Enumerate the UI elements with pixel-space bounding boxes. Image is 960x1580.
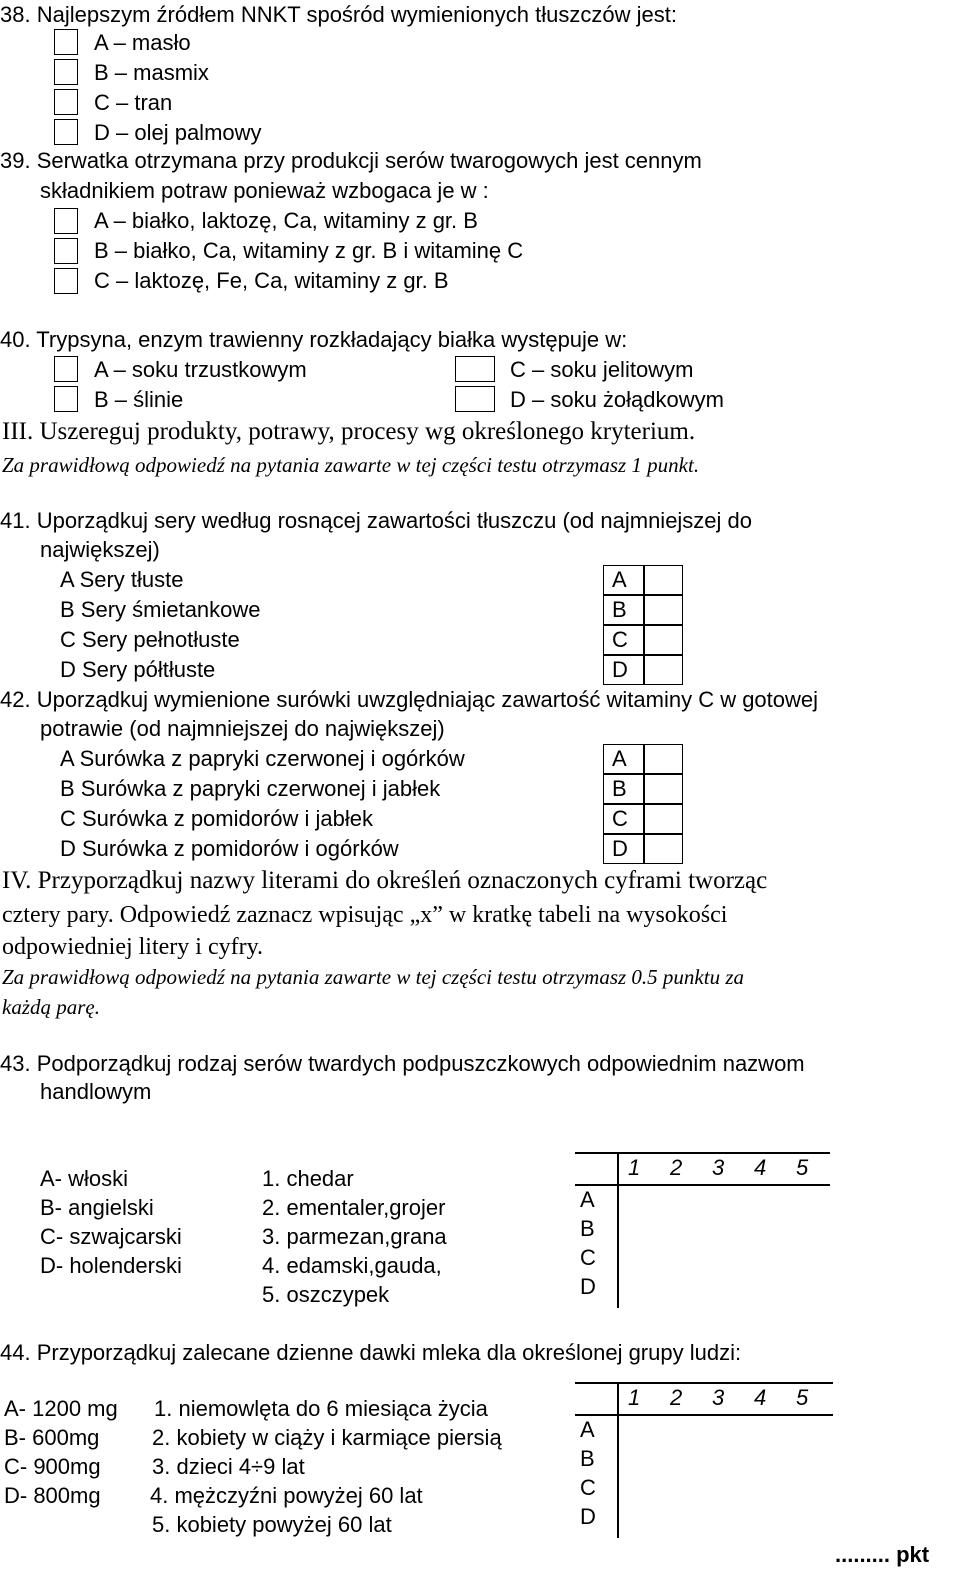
section-iv-line1: IV. Przyporządkuj nazwy literami do określeń oznaczonych cyframi tworząc <box>2 867 768 894</box>
q44-right-2: 2. kobiety w ciąży i karmiące piersią <box>152 1425 502 1450</box>
q38-title: 38. Najlepszym źródłem NNKT spośród wymienionych tłuszczów jest: <box>0 2 677 27</box>
q38-checkbox-a[interactable] <box>54 29 78 55</box>
q42-letter-c: C <box>612 806 628 831</box>
q39-option-c: C – laktozę, Fe, Ca, witaminy z gr. B <box>94 268 449 293</box>
q44-row-d: D <box>580 1504 596 1529</box>
q43-col-3: 3 <box>712 1155 725 1180</box>
q43-left-b: B- angielski <box>40 1195 154 1220</box>
q41-letter-c: C <box>612 627 628 652</box>
q44-col-1: 1 <box>628 1385 641 1410</box>
q38-checkbox-d[interactable] <box>54 119 78 145</box>
q39-checkbox-b[interactable] <box>54 238 78 264</box>
q43-left-d: D- holenderski <box>40 1253 182 1278</box>
q44-right-4: 4. mężczyźni powyżej 60 lat <box>150 1483 423 1508</box>
section-iv-note1: Za prawidłową odpowiedź na pytania zawarte w tej części testu otrzymasz 0.5 punktu za <box>2 965 745 989</box>
q40-option-b: B – ślinie <box>94 387 184 412</box>
q40-title: 40. Trypsyna, enzym trawienny rozkładający białka występuje w: <box>0 327 628 352</box>
q44-row-a: A <box>580 1417 595 1442</box>
q43-row-b: B <box>580 1216 595 1241</box>
q44-col-5: 5 <box>796 1385 809 1410</box>
q43-col-1: 1 <box>628 1155 641 1180</box>
q43-title-cont: handlowym <box>40 1079 152 1104</box>
q43-col-4: 4 <box>754 1155 767 1180</box>
section-iv-note2: każdą parę. <box>2 995 100 1019</box>
q44-left-c: C- 900mg <box>4 1454 101 1479</box>
q42-item-c: C Surówka z pomidorów i jabłek <box>60 806 374 831</box>
q44-right-5: 5. kobiety powyżej 60 lat <box>152 1512 392 1537</box>
q40-checkbox-a[interactable] <box>54 356 78 382</box>
q44-left-b: B- 600mg <box>4 1425 100 1450</box>
q42-answer-box-a[interactable] <box>603 744 683 774</box>
q42-letter-b: B <box>612 776 627 801</box>
q38-option-c: C – tran <box>94 90 173 115</box>
q43-right-5: 5. oszczypek <box>262 1282 390 1307</box>
q39-option-a: A – białko, laktozę, Ca, witaminy z gr. B <box>94 208 478 233</box>
q42-title: 42. Uporządkuj wymienione surówki uwzględniając zawartość witaminy C w gotowej <box>0 687 819 712</box>
q41-letter-b: B <box>612 597 627 622</box>
section-iv-line2: cztery pary. Odpowiedź zaznacz wpisując „x” w kratkę tabeli na wysokości <box>2 902 728 928</box>
q43-row-c: C <box>580 1245 596 1270</box>
q42-answer-box-b[interactable] <box>603 774 683 804</box>
q41-title-cont: największej) <box>40 537 160 562</box>
section-iii-note: Za prawidłową odpowiedź na pytania zawarte w tej części testu otrzymasz 1 punkt. <box>2 453 700 477</box>
q42-letter-d: D <box>612 836 628 861</box>
q44-col-2: 2 <box>670 1385 683 1410</box>
q38-checkbox-b[interactable] <box>54 59 78 85</box>
q43-right-2: 2. ementaler,grojer <box>262 1195 446 1220</box>
q42-answer-box-c[interactable] <box>603 804 683 834</box>
q38-checkbox-c[interactable] <box>54 89 78 115</box>
q40-checkbox-d[interactable] <box>455 386 495 412</box>
points-field: ......... pkt <box>835 1542 930 1567</box>
q41-answer-box-c[interactable] <box>603 625 683 655</box>
q43-col-2: 2 <box>670 1155 683 1180</box>
q44-right-1: 1. niemowlęta do 6 miesiąca życia <box>154 1396 488 1421</box>
q43-title: 43. Podporządkuj rodzaj serów twardych podpuszczkowych odpowiednim nazwom <box>0 1051 805 1076</box>
q42-item-a: A Surówka z papryki czerwonej i ogórków <box>60 746 465 771</box>
q44-row-b: B <box>580 1446 595 1471</box>
q40-option-c: C – soku jelitowym <box>510 357 694 382</box>
q40-option-a: A – soku trzustkowym <box>94 357 307 382</box>
q41-item-b: B Sery śmietankowe <box>60 597 261 622</box>
q44-row-c: C <box>580 1475 596 1500</box>
q40-checkbox-b[interactable] <box>54 386 78 412</box>
q41-letter-a: A <box>612 567 627 592</box>
q42-title-cont: potrawie (od najmniejszej do największej) <box>40 716 445 741</box>
q41-answer-box-d[interactable] <box>603 655 683 685</box>
q44-right-3: 3. dzieci 4÷9 lat <box>152 1454 305 1479</box>
q43-answer-grid[interactable] <box>575 1150 830 1310</box>
q42-item-d: D Surówka z pomidorów i ogórków <box>60 836 399 861</box>
q43-row-a: A <box>580 1187 595 1212</box>
q39-title: 39. Serwatka otrzymana przy produkcji serów twarogowych jest cennym <box>0 148 702 173</box>
q43-left-c: C- szwajcarski <box>40 1224 182 1249</box>
q44-col-4: 4 <box>754 1385 767 1410</box>
q41-item-d: D Sery półtłuste <box>60 657 216 682</box>
q43-right-1: 1. chedar <box>262 1166 354 1191</box>
q40-checkbox-c[interactable] <box>455 356 495 382</box>
q42-answer-box-d[interactable] <box>603 834 683 864</box>
q40-option-d: D – soku żołądkowym <box>510 387 724 412</box>
q43-col-5: 5 <box>796 1155 809 1180</box>
q41-answer-box-b[interactable] <box>603 595 683 625</box>
q44-answer-grid[interactable] <box>575 1380 833 1540</box>
q39-option-b: B – białko, Ca, witaminy z gr. B i witaminę C <box>94 238 524 263</box>
q44-col-3: 3 <box>712 1385 725 1410</box>
q39-title-cont: składnikiem potraw ponieważ wzbogaca je w : <box>40 178 489 203</box>
q41-title: 41. Uporządkuj sery według rosnącej zawartości tłuszczu (od najmniejszej do <box>0 508 753 533</box>
q41-item-c: C Sery pełnotłuste <box>60 627 240 652</box>
q41-item-a: A Sery tłuste <box>60 567 184 592</box>
q42-item-b: B Surówka z papryki czerwonej i jabłek <box>60 776 441 801</box>
q43-left-a: A- włoski <box>40 1166 129 1191</box>
q43-right-4: 4. edamski,gauda, <box>262 1253 442 1278</box>
q39-checkbox-a[interactable] <box>54 208 78 234</box>
q44-left-d: D- 800mg <box>4 1483 101 1508</box>
q39-checkbox-c[interactable] <box>54 268 78 294</box>
q42-letter-a: A <box>612 746 627 771</box>
q44-left-a: A- 1200 mg <box>4 1396 118 1421</box>
q41-answer-box-a[interactable] <box>603 565 683 595</box>
q43-right-3: 3. parmezan,grana <box>262 1224 447 1249</box>
q43-row-d: D <box>580 1274 596 1299</box>
section-iv-line3: odpowiedniej litery i cyfry. <box>2 934 264 960</box>
q44-title: 44. Przyporządkuj zalecane dzienne dawki mleka dla określonej grupy ludzi: <box>0 1340 742 1365</box>
q41-letter-d: D <box>612 657 628 682</box>
section-iii-heading: III. Uszereguj produkty, potrawy, procesy wg określonego kryterium. <box>2 418 696 445</box>
q38-option-b: B – masmix <box>94 60 209 85</box>
q38-option-a: A – masło <box>94 30 191 55</box>
q38-option-d: D – olej palmowy <box>94 120 262 145</box>
